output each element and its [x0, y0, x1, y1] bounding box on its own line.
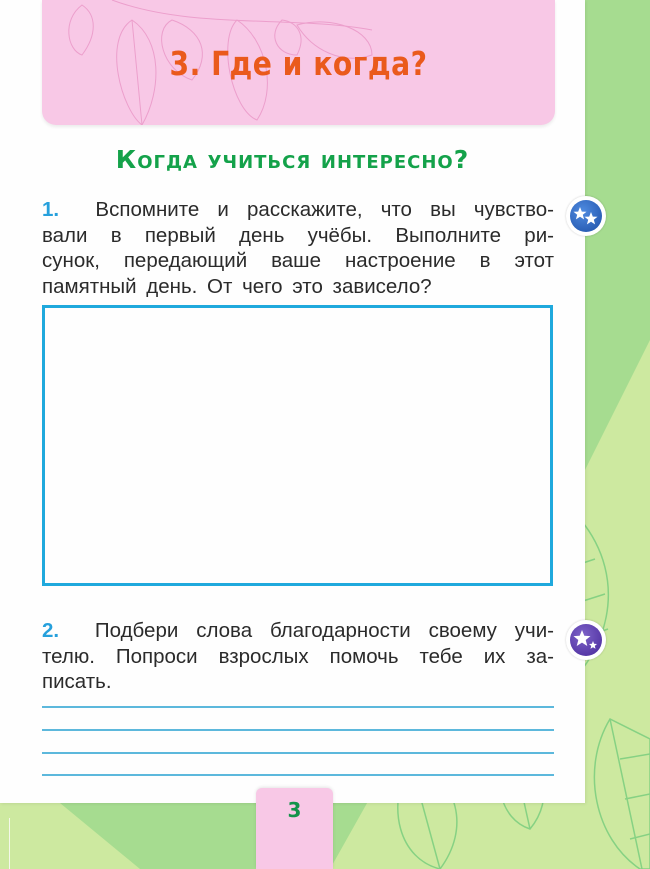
task-1-line: памятный день. От чего это зависело?	[42, 274, 432, 298]
writing-line[interactable]	[42, 729, 554, 731]
task-2-line: писать.	[42, 670, 112, 693]
task-1-difficulty-badge	[566, 196, 606, 236]
writing-line[interactable]	[42, 706, 554, 708]
task-1-line: вали в первый день учёбы. Выполните ри-	[42, 223, 554, 247]
task-1-line: 1. Вспомните и расскажите, что вы чувство-	[42, 198, 554, 221]
page-number-tab	[256, 788, 333, 869]
writing-line[interactable]	[42, 752, 554, 754]
star-pair-icon	[573, 629, 599, 651]
chapter-title: 3. Где и когда?	[169, 44, 428, 83]
page-edge-line	[9, 818, 10, 869]
drawing-area[interactable]	[42, 305, 553, 586]
task-2	[42, 618, 554, 695]
task-1-line: сунок, передающий ваше настроение в этот	[42, 249, 554, 272]
chapter-banner	[42, 0, 555, 125]
task-2-line: 2. Подбери слова благодарности своему учи-	[42, 619, 554, 642]
page-number: 3	[287, 798, 302, 822]
task-2-difficulty-badge	[566, 620, 606, 660]
task-2-number: 2.	[42, 619, 60, 642]
section-title: Когда учиться интересно?	[115, 145, 470, 174]
two-stars-icon	[573, 206, 599, 226]
task-2-line: телю. Попроси взрослых помочь тебе их за-	[42, 644, 554, 668]
task-1-number: 1.	[42, 198, 60, 221]
writing-line[interactable]	[42, 774, 554, 776]
task-1	[42, 197, 554, 299]
